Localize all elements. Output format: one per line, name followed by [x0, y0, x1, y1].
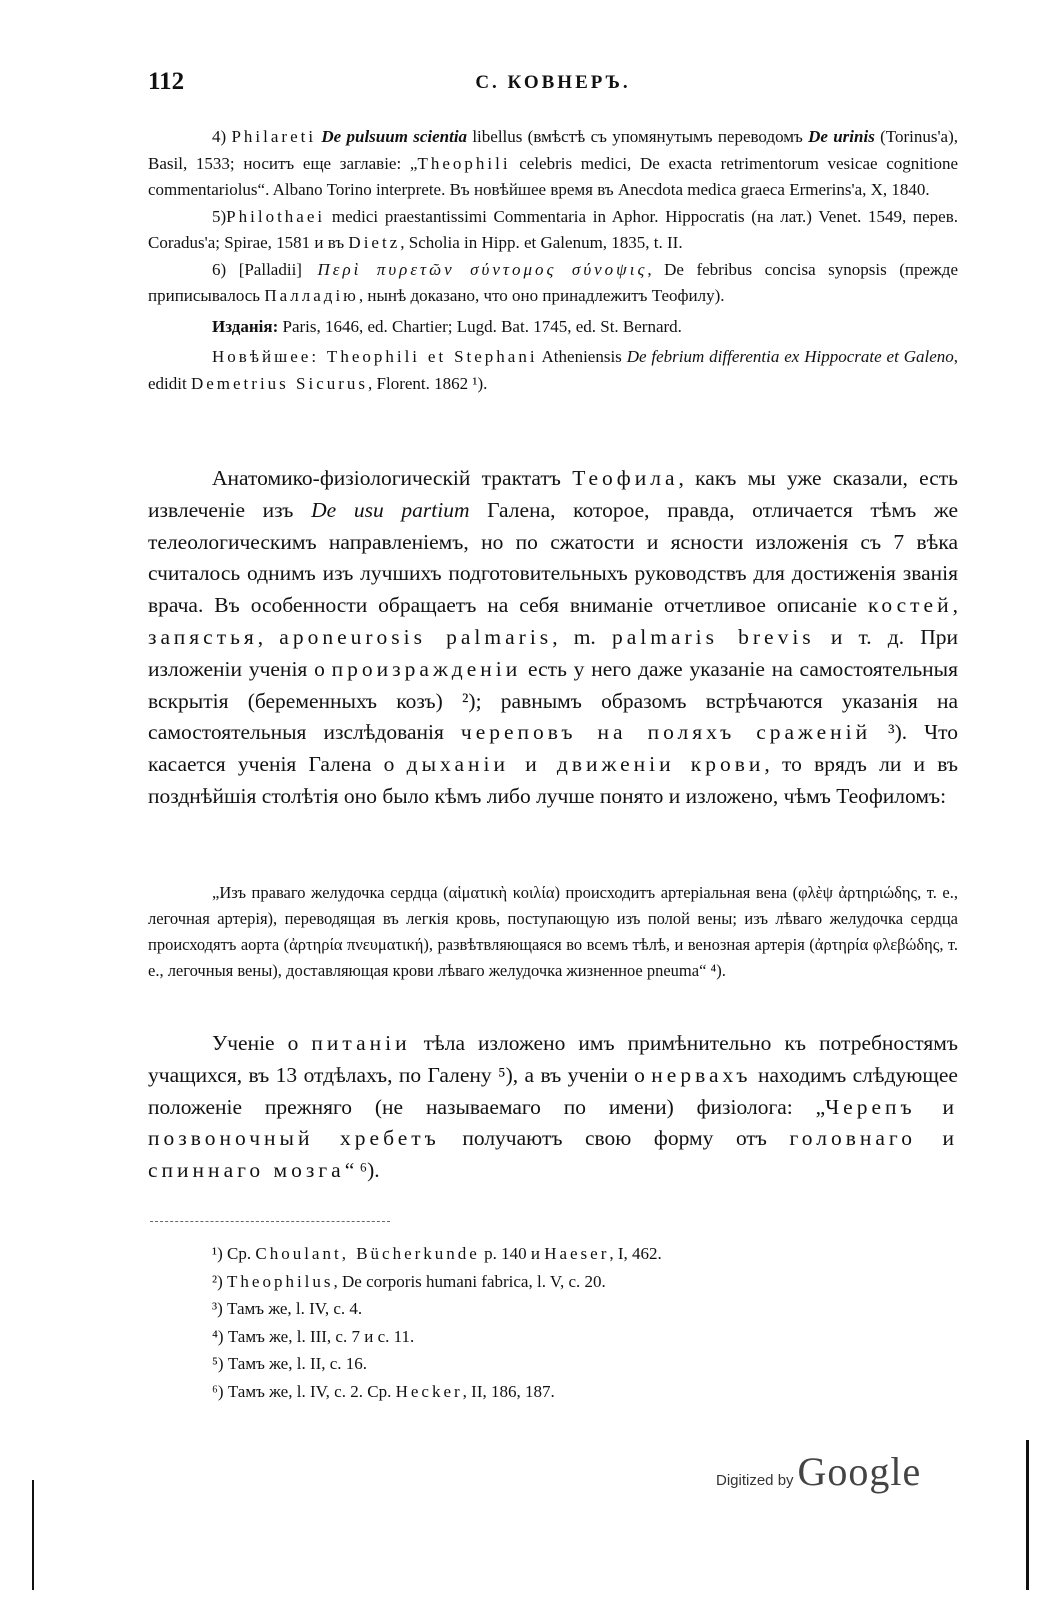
- running-head: [148, 68, 958, 100]
- digitized-by-google-watermark: [716, 1448, 921, 1498]
- bibliography-entries: [148, 124, 958, 397]
- main-paragraph-nutrition: Ученіе о питаніи тѣла изложено имъ примѣнительно къ потребностямъ учащихся, въ 13 отдѣлахъ, по Галену ⁵), а въ ученіи о нервахъ находимъ слѣдующее положеніе прежняго (не называемаго по имени) физіолога: „Черепъ и позвоночный хребетъ получаютъ свою форму отъ головнаго и спиннаго мозга“ ⁶).: [148, 1031, 959, 1183]
- running-title: С. КОВНЕРЪ.: [475, 72, 631, 93]
- main-paragraph-anatomy: Анатомико-физіологическій трактатъ Теофила, какъ мы уже сказали, есть извлеченіе изъ De usu partium Галена, которое, правда, отличается тѣмъ же телеологическимъ направленіемъ, но по сжатости и ясности изложенія съ 7 вѣка считалось однимъ изъ лучшихъ подготовительныхъ руководствъ для достиженія званія врача. Въ особенности обращаетъ на себя вниманіе отчетливое описаніе костей, запястья, aponeurosis palmaris, m. palmaris brevis и т. д. При изложеніи ученія о произражденіи есть у него даже указаніе на самостоятельныя вскрытія (беременныхъ козъ) ²); равнымъ образомъ встрѣчаются указанія на самостоятельныя изслѣдованія череповъ на поляхъ сраженій ³). Что касается ученія Галена о дыханіи и движеніи крови, то врядъ ли и въ позднѣйшія столѣтія оно было кѣмъ либо лучше понято и изложено, чѣмъ Теофиломъ:: [148, 466, 958, 808]
- page-number: 112: [148, 68, 185, 95]
- footnote-3: ³) Тамъ же, l. IV, c. 4.: [212, 1299, 363, 1319]
- footnotes: [212, 1240, 912, 1406]
- scan-edge-mark-right: [1026, 1440, 1029, 1590]
- footnote-4: ⁴) Тамъ же, l. III, c. 7 и c. 11.: [212, 1326, 415, 1346]
- google-logo-text: Google: [797, 1449, 922, 1494]
- editions-line: Изданія: Paris, 1646, ed. Chartier; Lugd. Bat. 1745, ed. St. Bernard.: [212, 316, 682, 336]
- newest-edition: Новѣйшее: Theophili et Stephani Atheniensis De febrium differentia ex Hippocrate et Galeno, edidit Demetrius Sicurus, Florent. 1862 ¹).: [148, 347, 958, 393]
- entry-4: 4) Philareti De pulsuum scientia libellus (вмѣстѣ съ упомянутымъ переводомъ De urinis (Torinus'a), Basil, 1533; носитъ еще заглавіе: „Theophili celebris medici, De exacta retrimentorum vesicae cognitione commentariolus“. Albano Torino interprete. Въ новѣйшее время въ Anecdota medica graeca Ermerins'a, X, 1840.: [148, 127, 958, 199]
- footnote-divider: [150, 1221, 390, 1222]
- watermark-prefix: Digitized by: [716, 1472, 794, 1489]
- footnote-1: ¹) Ср. Choulant, Bücherkunde p. 140 и Haeser, I, 462.: [212, 1244, 662, 1263]
- entry-6: 6) [Palladii] Περὶ πυρετῶν σύντομος σύνοψις, De febribus concisa synopsis (прежде приписывалось Палладію, нынѣ доказано, что оно принадлежитъ Теофилу).: [148, 259, 958, 305]
- footnote-6: ⁶) Тамъ же, l. IV, c. 2. Ср. Hecker, II, 186, 187.: [212, 1381, 555, 1401]
- quotation-heart: „Изъ праваго желудочка сердца (αἱματικὴ κοιλία) происходитъ артеріальная вена (φλὲψ ἀρτηριώδης, т. е., легочная артерія), переводящая въ легкія кровь, поступающую изъ полой вены; изъ лѣваго желудочка сердца происходятъ аорта (ἀρτηρία πνευματική), развѣтвляющаяся во всемъ тѣлѣ, и венозная артерія (ἀρτηρία φλεβώδης, т. е., легочныя вены), доставляющая крови лѣваго желудочка жизненное pneuma“ ⁴).: [148, 883, 958, 980]
- footnote-2: ²) Theophilus, De corporis humani fabrica, l. V, c. 20.: [212, 1271, 606, 1291]
- scan-edge-mark-left: [32, 1480, 34, 1590]
- footnote-5: ⁵) Тамъ же, l. II, c. 16.: [212, 1354, 368, 1374]
- entry-5: 5)Philothaei medici praestantissimi Commentaria in Aphor. Hippocratis (на лат.) Venet. 1549, перев. Coradus'a; Spirae, 1581 и въ Dietz, Scholia in Hipp. et Galenum, 1835, t. II.: [148, 206, 958, 252]
